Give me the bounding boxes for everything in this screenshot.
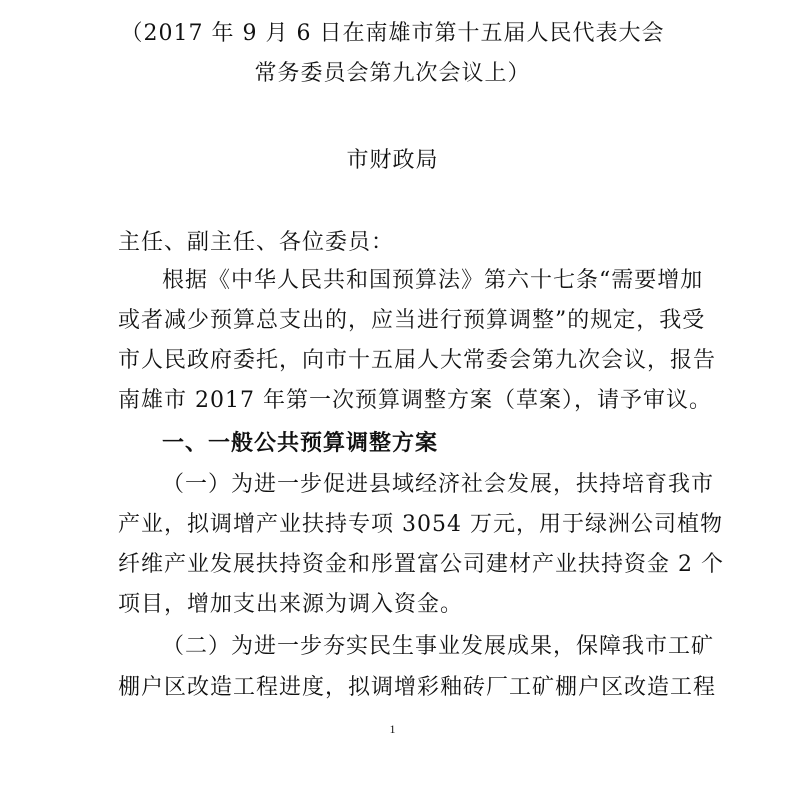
intro-line-1: 根据《中华人民共和国预算法》第六十七条“需要增加 xyxy=(162,268,704,293)
page-number: 1 xyxy=(389,722,396,736)
item2-line-2: 棚户区改造工程进度，拟调增彩釉砖厂工矿棚户区改造工程 xyxy=(118,675,717,700)
salutation: 主任、副主任、各位委员： xyxy=(118,230,395,255)
intro-line-2: 或者减少预算总支出的，应当进行预算调整”的规定，我受 xyxy=(118,308,706,333)
item1-line-2: 产业，拟调增产业扶持专项 3054 万元，用于绿洲公司植物 xyxy=(118,512,723,537)
item1-line-1: （一）为进一步促进县域经济社会发展，扶持培育我市 xyxy=(162,472,715,497)
item1-line-4: 项目，增加支出来源为调入资金。 xyxy=(118,592,464,617)
intro-line-4: 南雄市 2017 年第一次预算调整方案（草案），请予审议。 xyxy=(118,388,712,413)
section-heading-1: 一、一般公共预算调整方案 xyxy=(162,430,439,456)
intro-line-3: 市人民政府委托，向市十五届人大常委会第九次会议，报告 xyxy=(118,348,717,373)
item1-line-3: 纤维产业发展扶持资金和彤置富公司建材产业扶持资金 2 个 xyxy=(118,552,724,577)
header-line-2: 常务委员会第九次会议上） xyxy=(254,61,531,86)
item2-line-1: （二）为进一步夯实民生事业发展成果，保障我市工矿 xyxy=(162,634,715,659)
header-line-1: （2017 年 9 月 6 日在南雄市第十五届人民代表大会 xyxy=(120,21,665,46)
author-department: 市财政局 xyxy=(346,148,439,173)
